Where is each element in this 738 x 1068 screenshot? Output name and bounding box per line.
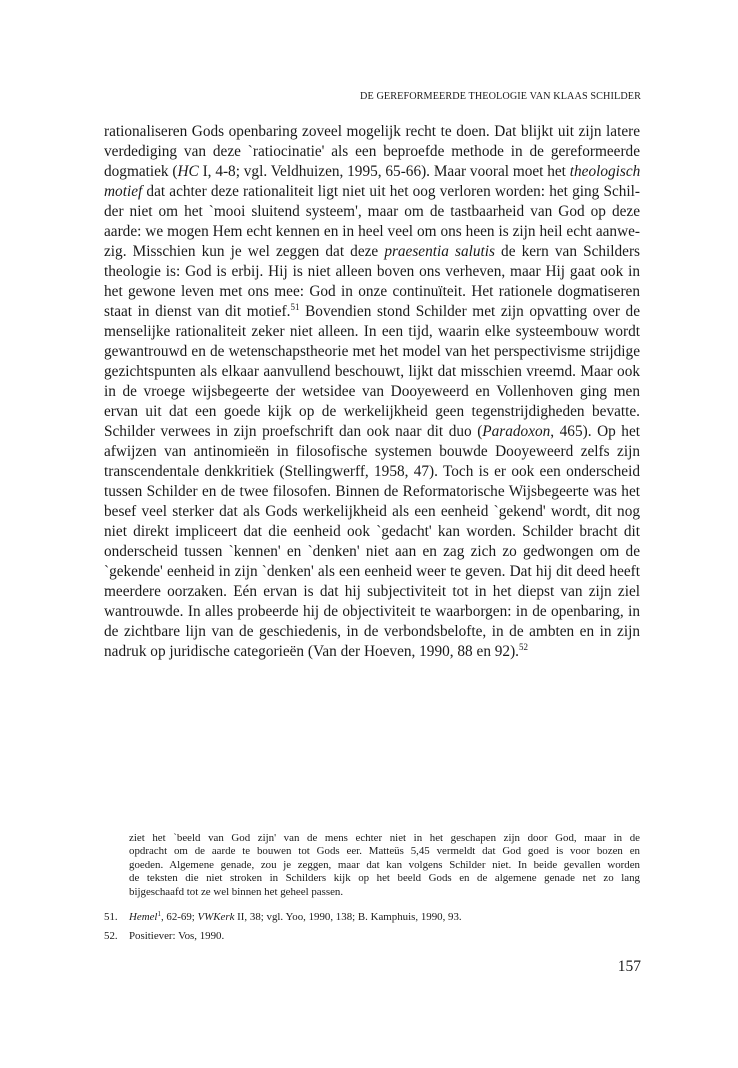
body-text-run: Bovendien stond Schilder met zijn opvatting over de: [299, 303, 640, 320]
body-line: [104, 182, 640, 202]
footnote-ref-52[interactable]: 52: [519, 642, 529, 652]
italic-term-paradoxon: Paradoxon: [482, 423, 551, 440]
italic-title-vwkerk: VWKerk: [197, 911, 235, 923]
body-line: ervan uit dat een goede kijk op de werkelijkheid geen tegenstrijdigheden bevatte.: [104, 403, 640, 420]
body-line: [104, 302, 640, 322]
footnote-line: bijgeschaafd tot ze wel binnen het geheel passen.: [129, 885, 344, 898]
footnote-line: ziet het `beeld van God zijn' van de mens echter niet in het geschapen zijn door God, maar in de: [129, 832, 640, 844]
italic-term-praesentia-salutis: praesentia salutis: [384, 243, 495, 260]
body-line: der niet om het `mooi sluitend systeem', maar om de tastbaarheid van God op deze: [104, 203, 640, 220]
footnote-line: opdracht om de aarde te bouwen tot Gods eer. Matteüs 5,45 vermeldt dat God goed is voor bozen en: [129, 845, 640, 858]
italic-title-hemel: Hemel: [129, 911, 158, 923]
footnote-number: 51.: [104, 911, 118, 923]
footnote-continuation: [129, 832, 640, 899]
body-line: `gekende' eenheid in zijn `denken' als een eenheid weer te geven. Dat hij dit deed heeft: [104, 563, 640, 580]
body-text-run: , 465). Op het: [550, 423, 640, 440]
body-line: theologie is: God is erbij. Hij is niet alleen boven ons verheven, maar Hij gaat ook in: [104, 263, 640, 280]
edition-superscript: 1: [157, 910, 161, 918]
footnote-51: [104, 911, 640, 924]
body-line: [104, 162, 640, 182]
body-line: [104, 242, 640, 262]
footnote-line: de teksten die niet stroken in Schilders kijk op het beeld Gods en de algemene genade net zo lang: [129, 872, 640, 885]
italic-term-theologisch: theologisch: [569, 163, 641, 180]
body-line: gezichtspunten als elkaar aanvullend beschouwt, lijkt dat misschien vreemd. Maar ook: [104, 363, 640, 380]
body-line: transcendentale denkkritiek (Stellingwerff, 1958, 47). Toch is er ook een onderscheid: [104, 463, 640, 480]
footnote-ref-51[interactable]: 51: [290, 302, 300, 312]
footnote-text-run: II, 38; vgl. Yoo, 1990, 138; B. Kamphuis, 1990, 93.: [234, 911, 462, 923]
body-text-run: dogmatiek (: [104, 163, 178, 180]
body-line: [104, 422, 640, 442]
body-text-run: nadruk op juridische categorieën (Van der Hoeven, 1990, 88 en 92).: [104, 643, 520, 660]
italic-term-motief: motief: [104, 183, 143, 200]
footnote-text-run: , 62-69;: [160, 911, 198, 923]
footnote-line: goeden. Algemene genade, zou je zeggen, maar dat kan volgens Schilder niet. In beide gevallen worden: [129, 858, 640, 871]
body-line: aarde: we mogen Hem echt kennen en in heel veel om ons heen is zijn heil echt aanwe-: [104, 223, 640, 240]
footnote-text: Positiever: Vos, 1990.: [129, 930, 225, 942]
body-line: meerdere oorzaken. Eén ervan is dat hij subjectiviteit tot in het diepst van zijn ziel: [104, 583, 640, 600]
footnote-52: [104, 930, 640, 943]
body-line: het gewone leven met ons mee: God in onze continuïteit. Het rationele dogmatiseren: [104, 283, 640, 300]
body-line: onderscheid tussen `kennen' en `denken' niet aan en zag zich zo gedwongen om de: [104, 543, 640, 560]
body-text-run: I, 4-8; vgl. Veldhuizen, 1995, 65-66). Maar vooral moet het: [198, 163, 570, 180]
page-number: 157: [617, 958, 641, 975]
body-line: gewantrouwd en de wetenschapstheorie met het model van het perspectivisme strijdige: [104, 343, 640, 360]
body-text-run: dat achter deze rationaliteit ligt niet uit het oog verloren worden: het ging Schil-: [142, 183, 640, 200]
body-line: tussen Schilder en de twee filosofen. Binnen de Reformatorische Wijsbegeerte was het: [104, 483, 640, 500]
body-paragraph: [104, 122, 640, 662]
body-line: afwijzen van antinomieën in filosofische systemen bouwde Dooyeweerd zelfs zijn: [104, 443, 640, 460]
body-line: rationaliseren Gods openbaring zoveel mogelijk recht te doen. Dat blijkt uit zijn latere: [104, 123, 640, 140]
body-text-run: de kern van Schilders: [494, 243, 640, 260]
body-line: verdediging van deze `ratiocinatie' als een beproefde methode in de gereformeerde: [104, 143, 640, 160]
body-line: de zichtbare lijn van de geschiedenis, in de verbondsbelofte, in de ambten en in zijn: [104, 623, 640, 640]
body-text-run: zig. Misschien kun je wel zeggen dat deze: [104, 243, 385, 260]
footnote-number: 52.: [104, 930, 118, 942]
body-line: [104, 642, 640, 662]
body-line: menselijke rationaliteit zeker niet alleen. In een tijd, waarin elke systeembouw wordt: [104, 323, 640, 340]
body-text-run: staat in dienst van dit motief.: [104, 303, 291, 320]
running-head: DE GEREFORMEERDE THEOLOGIE VAN KLAAS SCHILDER: [360, 91, 641, 102]
body-text-run: Schilder verwees in zijn proefschrift dan ook naar dit duo (: [104, 423, 483, 440]
italic-term-hc: HC: [177, 163, 199, 180]
body-line: besef veel sterker dat als Gods werkelijkheid als een eenheid `gekend' wordt, dit nog: [104, 503, 640, 520]
body-line: in de vroege wijsbegeerte der wetsidee van Dooyeweerd en Vollenhoven ging men: [104, 383, 640, 400]
body-line: niet direkt impliceert dat die eenheid ook `gedacht' kan worden. Schilder bracht dit: [104, 523, 640, 540]
body-line: wantrouwde. In alles probeerde hij de objectiviteit te waarborgen: in de openbaring, in: [104, 603, 640, 620]
